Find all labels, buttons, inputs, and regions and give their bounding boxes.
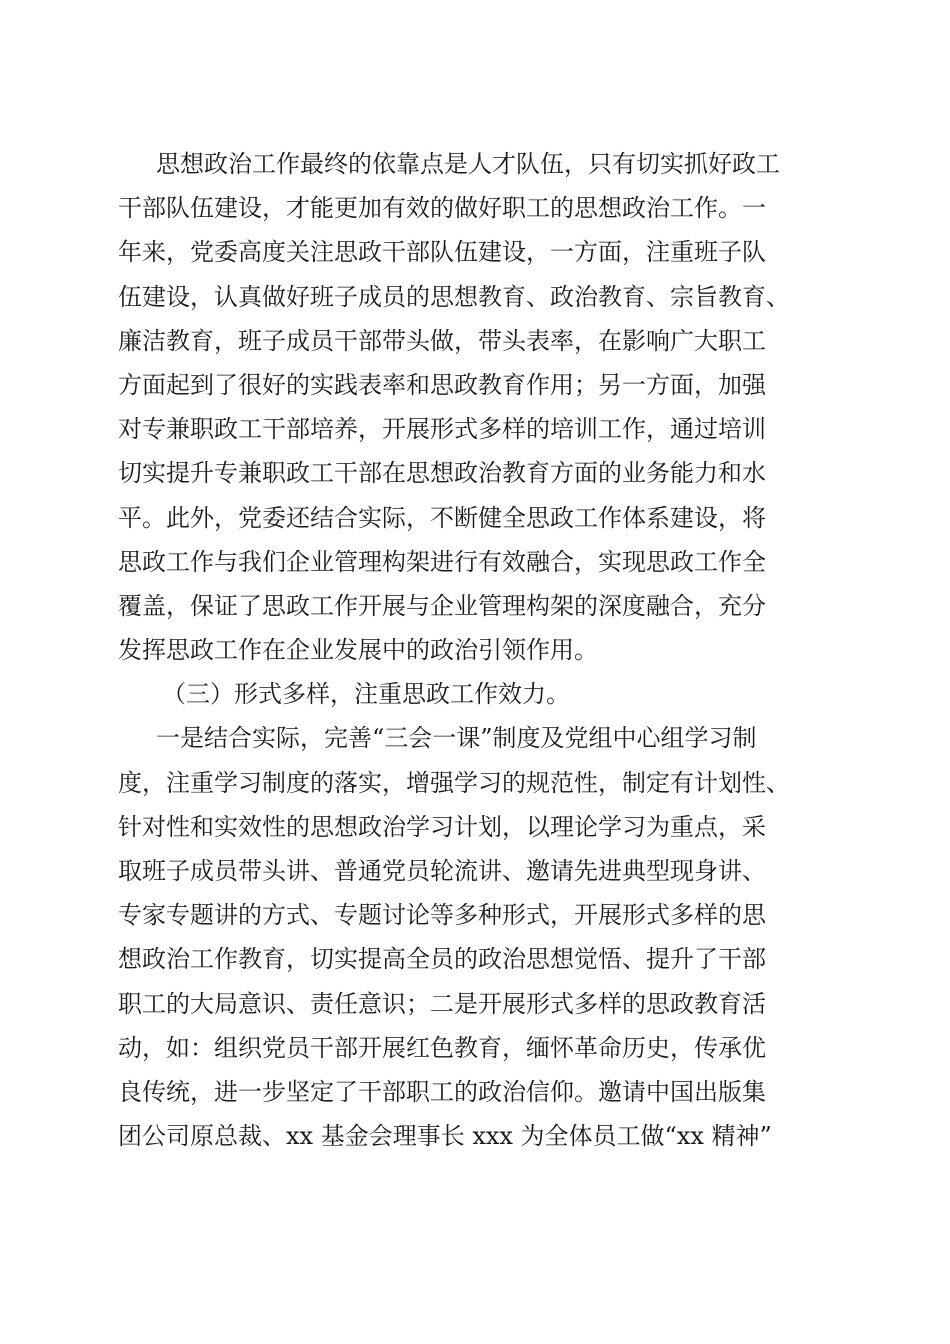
paragraph-line: 取班子成员带头讲、普通党员轮流讲、邀请先进典型现身讲、 [118,857,766,885]
paragraph-line: 思政工作与我们企业管理构架进行有效融合，实现思政工作全 [118,547,766,576]
paragraph-line: 职工的大局意识、责任意识；二是开展形式多样的思政教育活 [118,989,766,1018]
paragraph-line: 切实提升专兼职政工干部在思想政治教育方面的业务能力和水 [118,459,766,488]
paragraph-line: 针对性和实效性的思想政治学习计划，以理论学习为重点，采 [118,812,766,841]
paragraph-line: 年来，党委高度关注思政干部队伍建设，一方面，注重班子队 [118,238,766,267]
paragraph-line: 伍建设，认真做好班子成员的思想教育、政治教育、宗旨教育、 [118,282,790,311]
paragraph-line: 方面起到了很好的实践表率和思政教育作用；另一方面，加强 [118,370,766,399]
paragraph-line: 动，如：组织党员干部开展红色教育，缅怀革命历史，传承优 [118,1033,766,1062]
paragraph-line: 平。此外，党委还结合实际，不断健全思政工作体系建设，将 [118,503,766,532]
paragraph-line: 一是结合实际，完善“三会一课”制度及党组中心组学习制 [156,724,757,753]
paragraph-line: 专家专题讲的方式、专题讨论等多种形式，开展形式多样的思 [118,901,766,930]
body-text [118,142,830,1158]
paragraph-line: 团公司原总裁、xx 基金会理事长 xxx 为全体员工做“xx 精神” [118,1122,772,1151]
paragraph-line: 覆盖，保证了思政工作开展与企业管理构架的深度融合，充分 [118,591,766,620]
paragraph-line: 良传统，进一步坚定了干部职工的政治信仰。邀请中国出版集 [118,1077,766,1106]
paragraph-line: 干部队伍建设，才能更加有效的做好职工的思想政治工作。一 [118,194,766,223]
paragraph-line: 度，注重学习制度的落实，增强学习的规范性，制定有计划性、 [118,768,790,797]
paragraph-line: 廉洁教育，班子成员干部带头做，带头表率，在影响广大职工 [118,326,766,355]
paragraph-line: 思想政治工作最终的依靠点是人才队伍，只有切实抓好政工 [156,150,780,178]
paragraph-line: 对专兼职政工干部培养，开展形式多样的培训工作，通过培训 [118,415,766,444]
paragraph-line: 想政治工作教育，切实提高全员的政治思想觉悟、提升了干部 [118,945,766,974]
paragraph-line: 发挥思政工作在企业发展中的政治引领作用。 [118,636,598,665]
section-heading: （三）形式多样，注重思政工作效力。 [162,680,570,709]
